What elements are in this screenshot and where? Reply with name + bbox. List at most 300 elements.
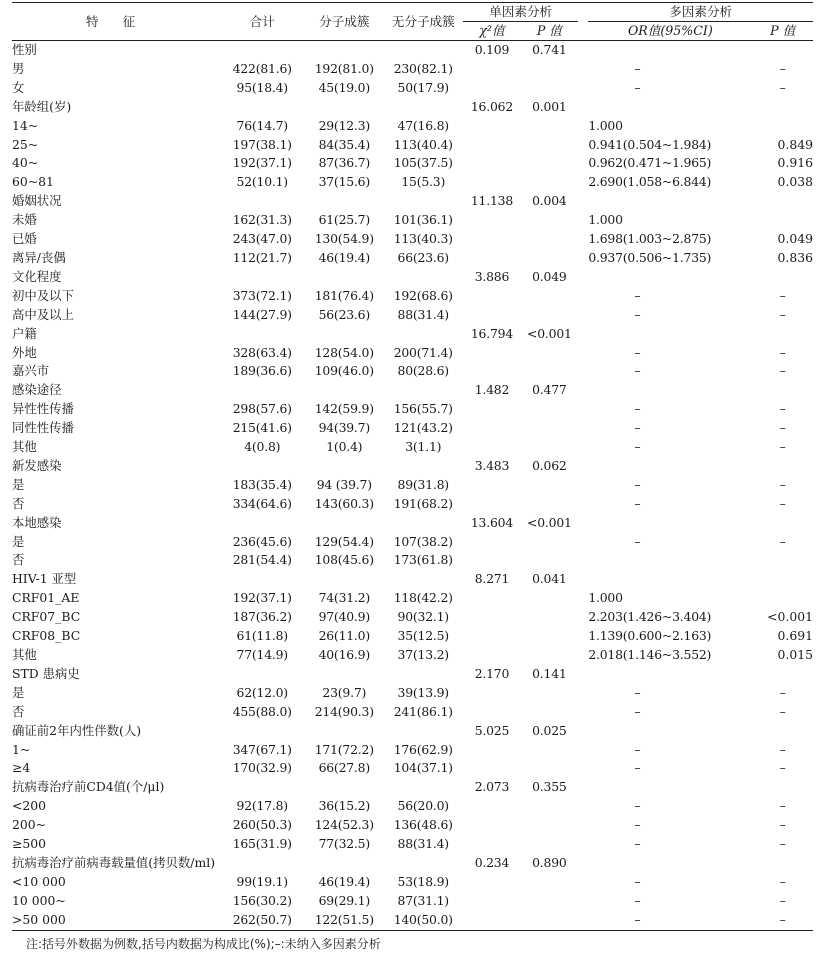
table-row	[12, 835, 813, 854]
p-uni-cell	[521, 835, 578, 854]
table-row	[12, 154, 813, 173]
category-row	[12, 854, 813, 873]
p-uni-cell: 0.477	[532, 382, 567, 398]
cluster-cell: 143(60.3)	[314, 495, 374, 511]
p-uni-cell	[521, 533, 578, 552]
chi-cell	[463, 154, 520, 173]
feature-cell: CRF08_BC	[12, 628, 81, 644]
p-uni-cell	[521, 816, 578, 835]
or-cell: 1.000	[588, 212, 623, 228]
p-uni-cell: 0.890	[532, 854, 567, 870]
total-cell: 76(14.7)	[236, 117, 288, 133]
feature-cell: HIV-1 亚型	[12, 571, 77, 587]
p-uni-cell: 0.041	[532, 571, 567, 587]
gap-cell	[578, 759, 588, 778]
cluster-cell	[305, 514, 383, 533]
total-cell: 197(38.1)	[232, 136, 292, 152]
feature-cell: 其他	[12, 647, 37, 662]
feature-cell: 女	[12, 79, 25, 95]
gap-cell	[578, 41, 588, 60]
or-cell: –	[634, 703, 641, 719]
nocluster-cell: 104(37.1)	[393, 760, 453, 776]
total-cell	[219, 41, 305, 60]
or-cell: –	[634, 476, 641, 492]
p-uni-cell	[521, 703, 578, 722]
cluster-cell: 40(16.9)	[318, 647, 370, 662]
table-row	[12, 249, 813, 268]
feature-cell: 否	[12, 495, 25, 511]
p-multi-cell	[752, 192, 813, 211]
feature-cell: 异性性传播	[12, 401, 74, 417]
cluster-cell	[305, 665, 383, 684]
feature-cell: 年龄组(岁)	[12, 98, 72, 114]
feature-cell: CRF01_AE	[12, 590, 80, 606]
p-uni-cell: 0.741	[532, 42, 567, 57]
or-cell: –	[634, 420, 641, 436]
or-cell	[588, 854, 752, 873]
feature-cell: 已婚	[12, 231, 37, 247]
gap-cell	[578, 797, 588, 816]
or-cell	[588, 381, 752, 400]
p-uni-cell	[521, 646, 578, 665]
cluster-cell: 23(9.7)	[322, 684, 367, 700]
category-row	[12, 325, 813, 344]
header-nocluster: 无分子成簇	[383, 3, 463, 41]
p-multi-cell	[752, 268, 813, 287]
header-univariate: 单因素分析	[463, 3, 578, 22]
nocluster-cell	[383, 325, 463, 344]
p-uni-cell	[521, 892, 578, 911]
or-cell	[588, 192, 752, 211]
table-note: 注:括号外数据为例数,括号内数据为构成比(%);–:未纳入多因素分析	[26, 936, 381, 951]
p-uni-cell: 0.004	[532, 193, 567, 209]
total-cell: 4(0.8)	[244, 439, 281, 455]
p-multi-cell: –	[779, 306, 786, 322]
table-row	[12, 495, 813, 514]
or-cell	[588, 722, 752, 741]
feature-cell: 否	[12, 703, 25, 719]
feature-cell: 是	[12, 533, 25, 549]
table-row	[12, 703, 813, 722]
total-cell	[219, 98, 305, 117]
p-multi-cell: –	[779, 439, 786, 455]
cluster-cell: 128(54.0)	[314, 344, 374, 360]
feature-cell: 婚姻状况	[12, 193, 62, 209]
p-uni-cell	[521, 911, 578, 930]
p-uni-cell	[521, 551, 578, 570]
nocluster-cell: 3(1.1)	[405, 439, 442, 455]
total-cell	[219, 778, 305, 797]
nocluster-cell: 140(50.0)	[383, 911, 463, 930]
chi-cell	[463, 627, 520, 646]
chi-cell	[463, 287, 520, 306]
total-cell: 95(18.4)	[236, 79, 288, 95]
table-row	[12, 136, 813, 155]
nocluster-cell: 107(38.2)	[393, 533, 453, 549]
p-multi-cell: 0.691	[777, 628, 813, 644]
or-cell: –	[634, 79, 641, 95]
nocluster-cell	[383, 98, 463, 117]
total-cell	[219, 570, 305, 589]
p-multi-cell: <0.001	[767, 609, 813, 625]
or-cell: 2.690(1.058~6.844)	[588, 174, 712, 190]
chi-cell	[463, 476, 520, 495]
cluster-cell	[305, 570, 383, 589]
table-row	[12, 759, 813, 778]
total-cell: 156(30.2)	[232, 892, 292, 908]
or-cell: 0.937(0.506~1.735)	[588, 249, 712, 265]
p-multi-cell: –	[779, 476, 786, 492]
p-multi-cell: –	[779, 79, 786, 95]
chi-cell	[463, 79, 520, 98]
category-row	[12, 665, 813, 684]
chi-cell: 5.025	[474, 722, 510, 738]
table-row	[12, 608, 813, 627]
chi-cell	[463, 684, 520, 703]
nocluster-cell	[383, 514, 463, 533]
p-multi-cell	[752, 778, 813, 797]
feature-cell: 性别	[12, 42, 37, 57]
chi-cell: 11.138	[470, 193, 514, 209]
or-cell: –	[634, 401, 641, 417]
chi-cell	[463, 306, 520, 325]
or-cell: –	[588, 911, 752, 930]
or-cell	[588, 98, 752, 117]
p-uni-cell	[521, 684, 578, 703]
total-cell	[219, 665, 305, 684]
total-cell: 189(36.6)	[232, 363, 292, 379]
category-row	[12, 381, 813, 400]
gap-cell	[578, 362, 588, 381]
total-cell: 170(32.9)	[232, 760, 292, 776]
nocluster-cell: 88(31.4)	[397, 306, 449, 322]
nocluster-cell: 66(23.6)	[397, 249, 449, 265]
nocluster-cell	[383, 381, 463, 400]
chi-cell	[463, 173, 520, 192]
p-uni-cell	[521, 438, 578, 457]
category-row	[12, 192, 813, 211]
total-cell: 298(57.6)	[232, 401, 292, 417]
cluster-cell: 124(52.3)	[314, 817, 374, 833]
or-cell: –	[634, 363, 641, 379]
feature-cell: 外地	[12, 344, 37, 360]
gap-cell	[578, 646, 588, 665]
total-cell	[219, 722, 305, 741]
header-p-multi: P 值	[752, 22, 813, 41]
gap-cell	[578, 741, 588, 760]
p-multi-cell	[752, 41, 813, 60]
total-cell: 243(47.0)	[232, 231, 292, 247]
or-cell	[588, 570, 752, 589]
cluster-cell: 129(54.4)	[314, 533, 374, 549]
p-multi-cell	[752, 551, 813, 570]
nocluster-cell: 156(55.7)	[393, 401, 453, 417]
or-cell	[588, 514, 752, 533]
feature-cell: 是	[12, 684, 25, 700]
cluster-cell	[305, 778, 383, 797]
nocluster-cell: 230(82.1)	[393, 60, 453, 76]
nocluster-cell: 176(62.9)	[393, 741, 453, 757]
nocluster-cell: 90(32.1)	[397, 609, 449, 625]
gap-cell	[578, 344, 588, 363]
p-multi-cell	[752, 98, 813, 117]
p-multi-cell: 0.015	[777, 647, 813, 662]
cluster-cell: 122(51.5)	[305, 911, 383, 930]
gap-cell	[578, 60, 588, 79]
chi-cell: 2.073	[474, 779, 510, 795]
nocluster-cell: 87(31.1)	[397, 892, 449, 908]
p-multi-cell	[752, 570, 813, 589]
nocluster-cell: 241(86.1)	[393, 703, 453, 719]
p-multi-cell: –	[779, 817, 786, 833]
feature-cell: 200~	[12, 817, 47, 833]
p-uni-cell: 0.355	[532, 779, 567, 795]
category-row	[12, 98, 813, 117]
p-uni-cell	[521, 476, 578, 495]
total-cell: 183(35.4)	[232, 476, 292, 492]
or-cell: –	[634, 439, 641, 455]
nocluster-cell	[383, 268, 463, 287]
p-multi-cell: –	[779, 760, 786, 776]
gap-cell	[578, 154, 588, 173]
characteristics-table	[12, 2, 813, 931]
feature-cell: <200	[12, 798, 47, 814]
nocluster-cell: 121(43.2)	[393, 420, 453, 436]
or-cell: 1.000	[588, 590, 623, 606]
gap-cell	[578, 551, 588, 570]
feature-cell: 初中及以下	[12, 287, 74, 303]
p-uni-cell	[521, 344, 578, 363]
gap-cell	[578, 136, 588, 155]
or-cell: 0.962(0.471~1.965)	[588, 155, 712, 171]
category-row	[12, 778, 813, 797]
nocluster-cell	[383, 41, 463, 60]
gap-cell	[578, 249, 588, 268]
chi-cell	[463, 136, 520, 155]
table-row	[12, 419, 813, 438]
p-multi-cell: –	[779, 287, 786, 303]
feature-cell: 25~	[12, 136, 39, 152]
nocluster-cell: 50(17.9)	[397, 79, 449, 95]
chi-cell	[463, 892, 520, 911]
feature-cell: 其他	[12, 439, 37, 455]
gap-cell	[578, 457, 588, 476]
total-cell	[219, 457, 305, 476]
feature-cell: ≥4	[12, 760, 31, 776]
table-row	[12, 287, 813, 306]
cluster-cell: 171(72.2)	[314, 741, 374, 757]
table-row	[12, 117, 813, 136]
gap-cell	[578, 703, 588, 722]
cluster-cell: 46(19.4)	[318, 873, 370, 889]
category-row	[12, 41, 813, 60]
cluster-cell: 142(59.9)	[314, 401, 374, 417]
nocluster-cell: 173(61.8)	[393, 552, 453, 568]
total-cell: 187(36.2)	[232, 609, 292, 625]
nocluster-cell: 88(31.4)	[397, 836, 449, 852]
nocluster-cell	[383, 722, 463, 741]
p-multi-cell: –	[779, 798, 786, 814]
or-cell: 0.941(0.504~1.984)	[588, 136, 712, 152]
p-multi-cell	[752, 325, 813, 344]
p-multi-cell: –	[779, 533, 786, 549]
chi-cell	[463, 249, 520, 268]
feature-cell: CRF07_BC	[12, 609, 81, 625]
total-cell: 77(14.9)	[236, 647, 288, 662]
p-uni-cell: 0.141	[532, 665, 567, 681]
nocluster-cell: 113(40.4)	[393, 136, 453, 152]
p-multi-cell	[752, 589, 813, 608]
p-uni-cell	[521, 306, 578, 325]
p-uni-cell	[521, 873, 578, 892]
gap-cell	[578, 306, 588, 325]
table-row	[12, 79, 813, 98]
nocluster-cell: 37(13.2)	[397, 647, 449, 662]
chi-cell	[463, 741, 520, 760]
gap-cell	[578, 400, 588, 419]
nocluster-cell: 15(5.3)	[401, 174, 446, 190]
table-row	[12, 476, 813, 495]
p-multi-cell	[752, 457, 813, 476]
total-cell	[219, 514, 305, 533]
or-cell	[588, 268, 752, 287]
total-cell	[219, 325, 305, 344]
cluster-cell: 61(25.7)	[318, 212, 370, 228]
or-cell	[588, 551, 752, 570]
p-uni-cell	[521, 589, 578, 608]
chi-cell: 2.170	[474, 665, 510, 681]
cluster-cell: 214(90.3)	[314, 703, 374, 719]
total-cell	[219, 268, 305, 287]
p-multi-cell: –	[779, 873, 786, 889]
cluster-cell	[305, 268, 383, 287]
table-row	[12, 60, 813, 79]
nocluster-cell: 53(18.9)	[397, 873, 449, 889]
chi-cell	[463, 495, 520, 514]
feature-cell: 嘉兴市	[12, 363, 50, 379]
nocluster-cell: 39(13.9)	[397, 684, 449, 700]
or-cell: 1.000	[588, 117, 623, 133]
p-uni-cell: <0.001	[527, 514, 572, 530]
gap-cell	[578, 892, 588, 911]
gap-cell	[578, 816, 588, 835]
cluster-cell: 66(27.8)	[318, 760, 370, 776]
table-body	[12, 41, 813, 931]
feature-cell: 确证前2年内性伴数(人)	[12, 722, 142, 738]
cluster-cell: 29(12.3)	[318, 117, 370, 133]
feature-cell: 1~	[12, 741, 31, 757]
cluster-cell: 46(19.4)	[318, 249, 370, 265]
gap-cell	[578, 419, 588, 438]
total-cell: 99(19.1)	[236, 873, 288, 889]
p-multi-cell: –	[779, 836, 786, 852]
gap-cell	[578, 287, 588, 306]
header-total: 合计	[219, 3, 305, 41]
total-cell: 62(12.0)	[236, 684, 288, 700]
or-cell: 1.139(0.600~2.163)	[588, 628, 712, 644]
chi-cell	[463, 646, 520, 665]
gap-cell	[578, 476, 588, 495]
total-cell: 422(81.6)	[232, 60, 292, 76]
p-uni-cell	[521, 759, 578, 778]
category-row	[12, 268, 813, 287]
chi-cell	[463, 419, 520, 438]
nocluster-cell	[383, 854, 463, 873]
nocluster-cell	[383, 192, 463, 211]
feature-cell: ≥500	[12, 836, 47, 852]
chi-cell	[463, 703, 520, 722]
p-multi-cell	[752, 665, 813, 684]
gap-cell	[578, 722, 588, 741]
gap-cell	[578, 684, 588, 703]
p-multi-cell: –	[752, 911, 813, 930]
p-multi-cell	[752, 722, 813, 741]
p-multi-cell: –	[779, 420, 786, 436]
table-row	[12, 211, 813, 230]
or-cell	[588, 457, 752, 476]
p-multi-cell: –	[779, 684, 786, 700]
chi-cell	[463, 362, 520, 381]
p-uni-cell	[521, 249, 578, 268]
gap-cell	[578, 514, 588, 533]
cluster-cell: 87(36.7)	[318, 155, 370, 171]
gap-cell	[578, 778, 588, 797]
table-row	[12, 797, 813, 816]
feature-cell: 14~	[12, 117, 39, 133]
or-cell: –	[634, 306, 641, 322]
cluster-cell: 192(81.0)	[314, 60, 374, 76]
cluster-cell: 77(32.5)	[318, 836, 370, 852]
feature-cell: 高中及以上	[12, 306, 74, 322]
feature-cell: 离异/丧偶	[12, 249, 66, 265]
header-chi: χ²值	[463, 22, 520, 41]
cluster-cell: 84(35.4)	[318, 136, 370, 152]
or-cell	[588, 41, 752, 60]
category-row	[12, 457, 813, 476]
or-cell: –	[634, 684, 641, 700]
header-feature: 特 征	[12, 3, 219, 41]
total-cell: 373(72.1)	[232, 287, 292, 303]
p-uni-cell: <0.001	[527, 325, 572, 341]
feature-cell: 同性性传播	[12, 420, 74, 436]
table-row	[12, 589, 813, 608]
table-row	[12, 873, 813, 892]
or-cell: –	[634, 741, 641, 757]
p-uni-cell	[521, 419, 578, 438]
cluster-cell: 94(39.7)	[318, 420, 370, 436]
cluster-cell: 56(23.6)	[318, 306, 370, 322]
gap-cell	[578, 495, 588, 514]
gap-cell	[578, 835, 588, 854]
cluster-cell: 109(46.0)	[314, 363, 374, 379]
table-row	[12, 306, 813, 325]
chi-cell: 13.604	[470, 514, 514, 530]
chi-cell: 0.234	[474, 854, 510, 870]
table-row	[12, 741, 813, 760]
nocluster-cell: 136(48.6)	[393, 817, 453, 833]
gap-cell	[578, 873, 588, 892]
p-multi-cell: 0.038	[777, 174, 813, 190]
gap-cell	[578, 627, 588, 646]
gap-cell	[578, 570, 588, 589]
chi-cell: 0.109	[474, 42, 510, 57]
cluster-cell: 108(45.6)	[314, 552, 374, 568]
p-multi-cell: 0.849	[777, 136, 813, 152]
or-cell: 1.698(1.003~2.875)	[588, 231, 712, 247]
total-cell: 262(50.7)	[219, 911, 305, 930]
chi-cell	[463, 911, 520, 930]
gap-cell	[578, 98, 588, 117]
